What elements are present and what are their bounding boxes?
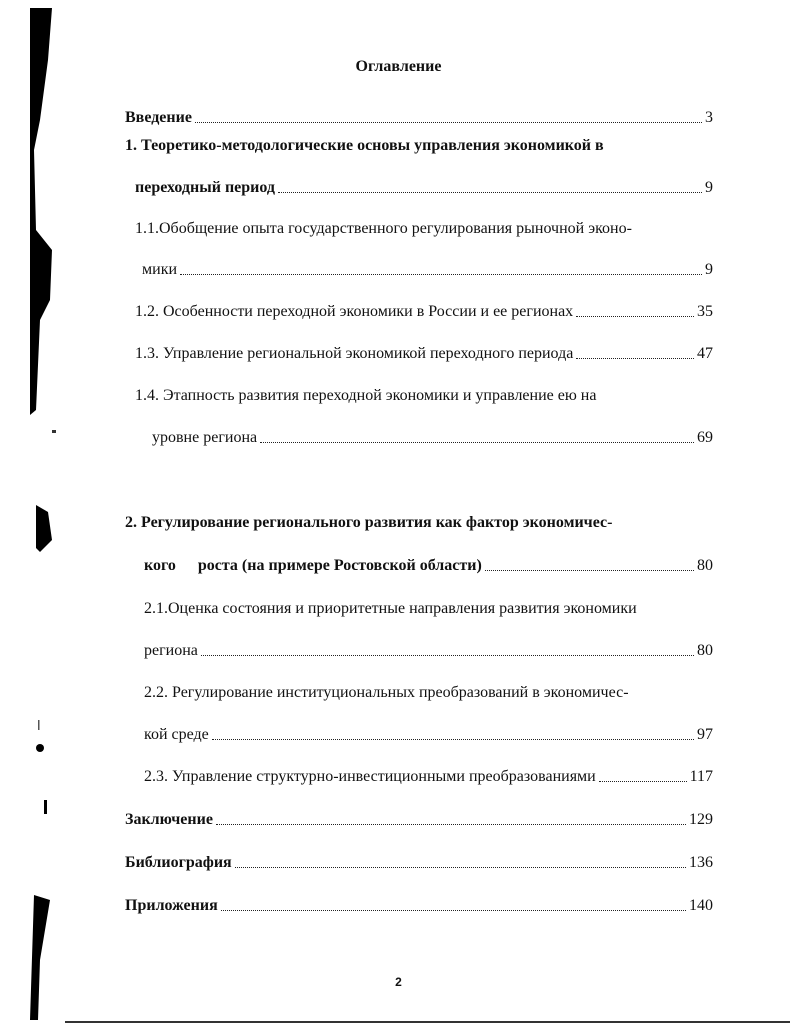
toc-entry-label: Библиография: [125, 854, 232, 871]
toc-page-number: 9: [705, 179, 713, 196]
toc-page-number: 129: [689, 811, 713, 828]
toc-entry-label: переходный период: [135, 179, 276, 196]
toc-section-2-3[interactable]: [144, 767, 713, 787]
toc-entry-label: 1.2. Особенности переходной экономики в России и ее регионах: [135, 303, 574, 320]
toc-entry-label: 2.3. Управление структурно-инвестиционными преобразованиями: [144, 768, 596, 785]
toc-chapter-2[interactable]: [144, 556, 713, 576]
dot-leader: [599, 780, 687, 782]
toc-entry-label-a: кого: [144, 557, 176, 574]
toc-entry-label: Введение: [125, 109, 192, 126]
toc-page-number: 97: [697, 726, 713, 743]
toc-entry-label-b: роста (на примере Ростовской области): [197, 557, 482, 574]
toc-section-2-2-line1[interactable]: 2.2. Регулирование институциональных преобразований в экономичес-: [144, 684, 629, 701]
toc-page-number: 3: [705, 109, 713, 126]
toc-entry-label: 1.3. Управление региональной экономикой переходного периода: [135, 345, 574, 362]
toc-section-2-1[interactable]: [144, 641, 713, 661]
dot-leader: [278, 191, 702, 193]
dot-leader: [235, 866, 686, 868]
toc-section-1-1-line1[interactable]: 1.1.Обобщение опыта государственного регулирования рыночной эконо-: [135, 220, 632, 237]
toc-chapter-2-line1[interactable]: 2. Регулирование регионального развития как фактор экономичес-: [125, 514, 613, 531]
toc-page-number: 136: [689, 854, 713, 871]
toc-title: Оглавление: [355, 58, 442, 75]
toc-entry-label: региона: [144, 642, 198, 659]
toc-section-1-4-line1[interactable]: 1.4. Этапность развития переходной экономики и управление ею на: [135, 387, 597, 404]
dot-leader: [201, 654, 694, 656]
toc-entry-bibliography[interactable]: [125, 853, 713, 873]
toc-page-number: 47: [697, 345, 713, 362]
toc-entry-label: Приложения: [125, 897, 218, 914]
toc-page-number: 69: [697, 429, 713, 446]
dot-leader: [576, 357, 694, 359]
toc-section-1-1[interactable]: [142, 260, 713, 280]
dot-leader: [216, 823, 686, 825]
dot-leader: [576, 315, 694, 317]
toc-section-1-4[interactable]: [152, 428, 713, 448]
dot-leader: [180, 273, 702, 275]
toc-page-number: 140: [689, 897, 713, 914]
toc-entry-label: мики: [142, 261, 178, 278]
page-bottom-rule: [65, 1021, 790, 1023]
toc-entry-introduction[interactable]: [125, 108, 713, 128]
dot-leader: [485, 569, 694, 571]
toc-chapter-1-line1[interactable]: 1. Теоретико-методологические основы управления экономикой в: [125, 137, 604, 154]
dot-leader: [212, 738, 694, 740]
toc-section-2-2[interactable]: [144, 725, 713, 745]
toc-entry-label: Заключение: [125, 811, 213, 828]
toc-page-number: 80: [697, 642, 713, 659]
toc-entry-label: уровне региона: [152, 429, 258, 446]
toc-entry-conclusion[interactable]: [125, 810, 713, 830]
toc-page-number: 117: [689, 768, 713, 785]
toc-page-number: 9: [705, 261, 713, 278]
dot-leader: [260, 441, 694, 443]
toc-section-2-1-line1[interactable]: 2.1.Оценка состояния и приоритетные направления развития экономики: [144, 600, 637, 617]
dot-leader: [195, 121, 702, 123]
toc-page-number: 80: [697, 557, 713, 574]
toc-entry-label: кой среде: [144, 726, 209, 743]
toc-section-1-2[interactable]: [135, 302, 713, 322]
toc-section-1-3[interactable]: [135, 344, 713, 364]
dot-leader: [221, 909, 686, 911]
toc-chapter-1[interactable]: [135, 178, 713, 198]
toc-page-number: 35: [697, 303, 713, 320]
page-number: 2: [395, 975, 402, 989]
toc-entry-appendices[interactable]: [125, 896, 713, 916]
